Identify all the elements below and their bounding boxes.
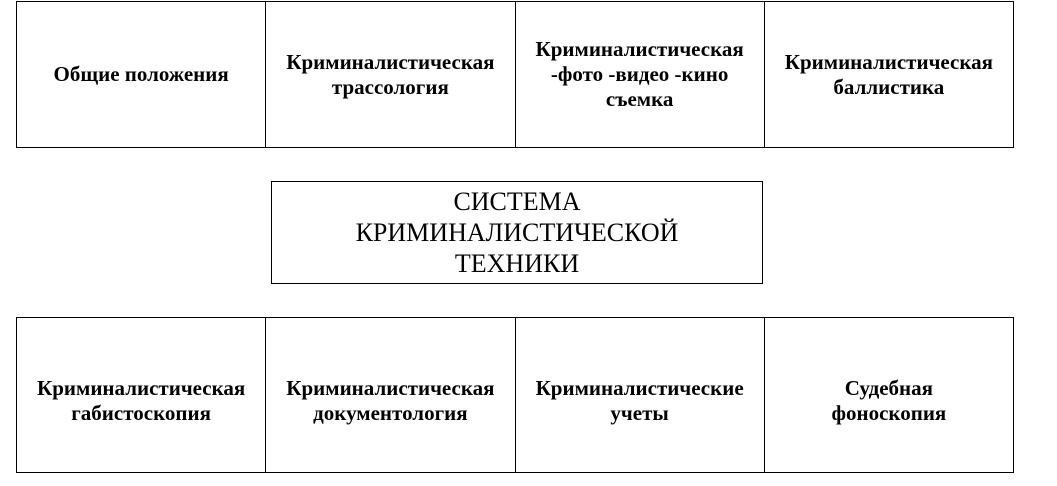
box-habitoscopy: Криминалистическая габистоскопия xyxy=(17,318,266,472)
top-row xyxy=(16,1,1014,148)
box-general-provisions: Общие положения xyxy=(17,2,266,147)
box-trace-evidence: Криминалистическая трассология xyxy=(266,2,515,147)
box-records: Криминалистические учеты xyxy=(516,318,765,472)
bottom-row xyxy=(16,317,1014,473)
box-photo-video-film: Криминалистическая -фото -видео -кино съемка xyxy=(516,2,765,147)
box-documentology: Криминалистическая документология xyxy=(266,318,515,472)
box-phonoscopy: Судебная фоноскопия xyxy=(831,376,947,425)
box-ballistics: Криминалистическая баллистика xyxy=(784,49,993,99)
center-system-box: СИСТЕМА КРИМИНАЛИСТИЧЕСКОЙ ТЕХНИКИ xyxy=(271,181,763,284)
